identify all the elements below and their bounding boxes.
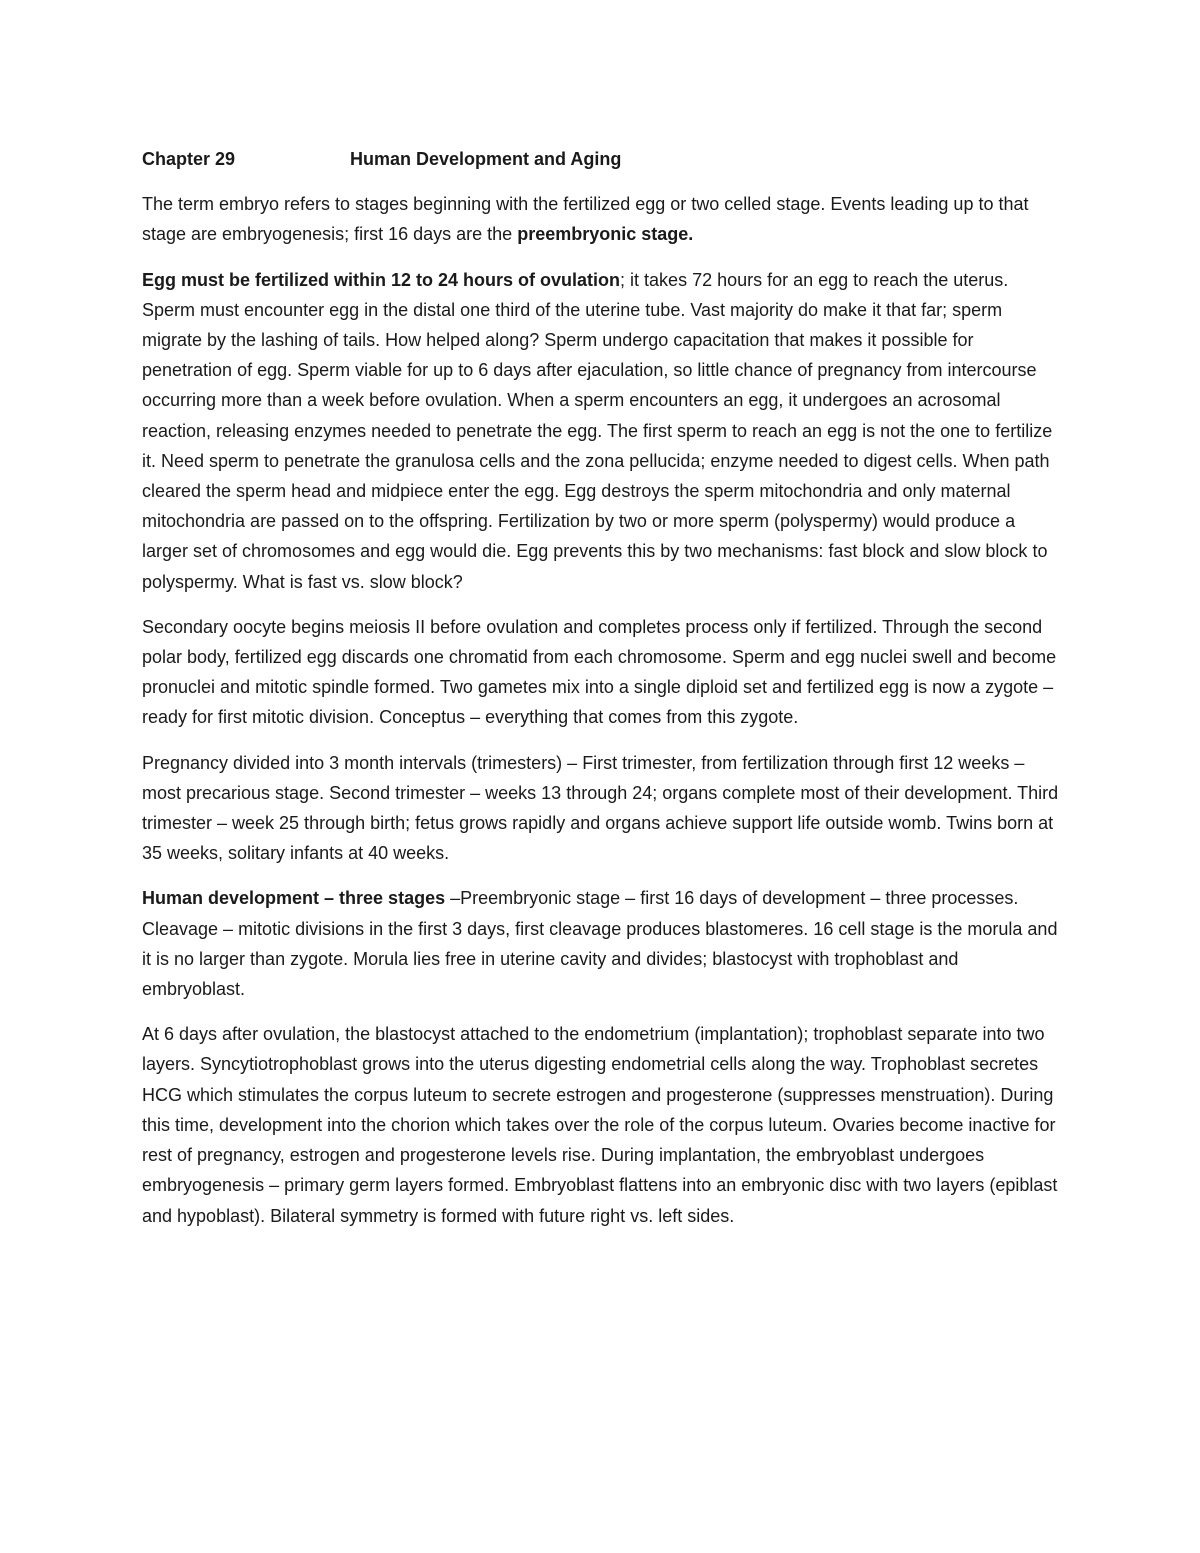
paragraph-emphasis: Egg must be fertilized within 12 to 24 hours of ovulation (142, 269, 621, 290)
chapter-number: Chapter 29 (142, 149, 236, 169)
paragraph-text: ; it takes 72 hours for an egg to reach the uterus. Sperm must encounter egg in the distal one third of the uterine tube. Vast majority do make it that far; sperm migrate by the lashing of tails. How helped along? Sperm undergo capacitation that makes it possible for penetration of egg. Sperm viable for up to 6 days after ejaculation, so little chance of pregnancy from intercourse occurring more than a week before ovulation. When a sperm encounters an egg, it undergoes an acrosomal reaction, releasing enzymes needed to penetrate the egg. The first sperm to reach an egg is not the one to fertilize it. Need sperm to penetrate the granulosa cells and the zona pellucida; enzyme needed to digest cells. When path cleared the sperm head and midpiece enter the egg. Egg destroys the sperm mitochondria and only maternal mitochondria are passed on to the offspring. Fertilization by two or more sperm (polyspermy) would produce a larger set of chromosomes and egg would die. Egg prevents this by two mechanisms: fast block and slow block to polyspermy. What is fast vs. slow block? (142, 269, 1053, 592)
chapter-title: Human Development and Aging (350, 149, 622, 169)
paragraph-text: Pregnancy divided into 3 month intervals (trimesters) – First trimester, from fertilization through first 12 weeks – most precarious stage. Second trimester – weeks 13 through 24; organs complete most of their development. Third trimester – week 25 through birth; fetus grows rapidly and organs achieve support life outside womb. Twins born at 35 weeks, solitary infants at 40 weeks. (142, 752, 1059, 864)
paragraph-emphasis: Human development – three stages (142, 888, 446, 909)
paragraph-text: The term embryo refers to stages beginning with the fertilized egg or two celled stage. Events leading up to that stage are embryogenesis; first 16 days are the (142, 194, 1029, 245)
paragraph-emphasis: preembryonic stage. (517, 224, 694, 245)
paragraph-human-development (142, 883, 1060, 1004)
paragraph-text: Secondary oocyte begins meiosis II before ovulation and completes process only if fertilized. Through the second polar body, fertilized egg discards one chromatid from each chromosome. Sperm and egg nuclei swell and become pronuclei and mitotic spindle formed. Two gametes mix into a single diploid set and fertilized egg is now a zygote – ready for first mitotic division. Conceptus – everything that comes from this zygote. (142, 616, 1057, 728)
paragraph-implantation (142, 1019, 1060, 1230)
document-body (142, 144, 1060, 1246)
chapter-heading (142, 144, 1060, 174)
paragraph-fertilization (142, 265, 1060, 597)
paragraph-text: At 6 days after ovulation, the blastocyst attached to the endometrium (implantation); trophoblast separate into two layers. Syncytiotrophoblast grows into the uterus digesting endometrial cells along the way. Trophoblast secretes HCG which stimulates the corpus luteum to secrete estrogen and progesterone (suppresses menstruation). During this time, development into the chorion which takes over the role of the corpus luteum. Ovaries become inactive for rest of pregnancy, estrogen and progesterone levels rise. During implantation, the embryoblast undergoes embryogenesis – primary germ layers formed. Embryoblast flattens into an embryonic disc with two layers (epiblast and hypoblast). Bilateral symmetry is formed with future right vs. left sides. (142, 1024, 1058, 1226)
paragraph-secondary-oocyte (142, 612, 1060, 733)
paragraph-text: –Preembryonic stage – first 16 days of development – three processes. Cleavage – mitotic divisions in the first 3 days, first cleavage produces blastomeres. 16 cell stage is the morula and it is no larger than zygote. Morula lies free in uterine cavity and divides; blastocyst with trophoblast and embryoblast. (142, 888, 1058, 1000)
paragraph-trimesters (142, 748, 1060, 869)
paragraph-embryo-definition (142, 189, 1060, 249)
